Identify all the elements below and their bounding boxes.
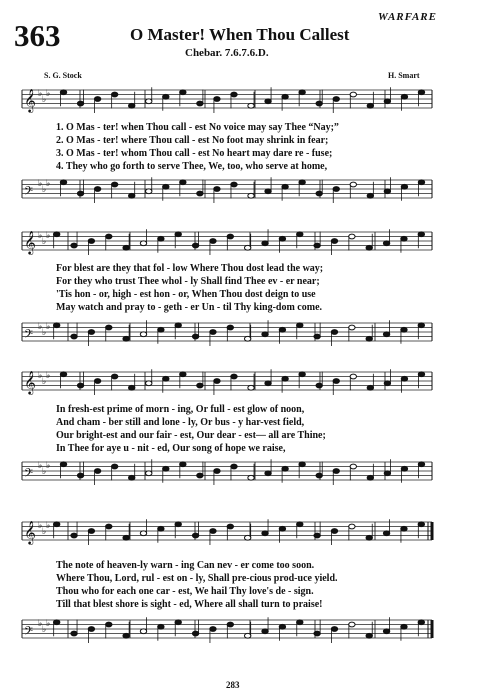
note-head	[214, 187, 220, 192]
note-head	[227, 622, 233, 627]
note-head	[262, 332, 268, 337]
note-head	[227, 524, 233, 529]
treble-clef-icon: 𝄞	[24, 370, 36, 394]
note-head	[349, 622, 355, 627]
note-head	[192, 631, 198, 636]
note-head	[248, 103, 254, 108]
flat-icon: ♭	[46, 179, 51, 189]
note-head	[297, 522, 303, 527]
author-credit: S. G. Stock	[44, 71, 82, 80]
bass-clef-icon: 𝄢	[24, 467, 34, 483]
note-head	[418, 232, 424, 237]
note-head	[210, 239, 216, 244]
lyric-line: Our bright-est and our fair - est, Our dear - est— all are Thine;	[56, 430, 326, 441]
lyric-line: 1. O Mas - ter! when Thou call - est No voice may say Thee “Nay;”	[56, 122, 339, 133]
note-head	[146, 471, 152, 476]
note-head	[146, 189, 152, 194]
note-head	[367, 193, 373, 198]
note-head	[106, 524, 112, 529]
note-head	[297, 620, 303, 625]
note-head	[401, 327, 407, 332]
flat-icon: ♭	[42, 527, 47, 537]
note-head	[384, 99, 390, 104]
note-head	[367, 385, 373, 390]
note-head	[88, 627, 94, 632]
treble-clef-icon: 𝄞	[24, 230, 36, 254]
note-head	[331, 239, 337, 244]
note-head	[88, 529, 94, 534]
flat-icon: ♭	[38, 521, 43, 531]
note-head	[401, 184, 407, 189]
note-head	[349, 234, 355, 239]
note-head	[77, 101, 83, 106]
note-head	[53, 522, 59, 527]
lyric-line: 'Tis hon - or, high - est hon - or, When Thou dost deign to use	[56, 289, 316, 300]
flat-icon: ♭	[46, 521, 51, 531]
hymn-number: 363	[14, 18, 61, 53]
note-head	[314, 334, 320, 339]
note-head	[111, 92, 117, 97]
note-head	[316, 383, 322, 388]
note-head	[158, 327, 164, 332]
note-head	[265, 99, 271, 104]
note-head	[265, 471, 271, 476]
note-head	[210, 627, 216, 632]
composer-credit: H. Smart	[388, 71, 420, 80]
music-system-4-bass	[0, 610, 480, 660]
note-head	[248, 193, 254, 198]
lyric-line: Till that blest shore is sight - ed, Where all shall turn to praise!	[56, 599, 323, 610]
note-head	[297, 232, 303, 237]
lyric-line: 4. They who go forth to serve Thee, We, too, who serve at home,	[56, 161, 328, 172]
note-head	[297, 323, 303, 328]
note-head	[140, 629, 146, 634]
flat-icon: ♭	[38, 619, 43, 629]
note-head	[123, 336, 129, 341]
note-head	[111, 374, 117, 379]
note-head	[383, 629, 389, 634]
note-head	[366, 336, 372, 341]
note-head	[60, 462, 66, 467]
note-head	[366, 535, 372, 540]
flat-icon: ♭	[42, 95, 47, 105]
note-head	[163, 466, 169, 471]
note-head	[279, 327, 285, 332]
flat-icon: ♭	[42, 467, 47, 477]
flat-icon: ♭	[38, 461, 43, 471]
note-head	[418, 620, 424, 625]
note-head	[88, 239, 94, 244]
note-head	[210, 529, 216, 534]
note-head	[366, 245, 372, 250]
note-head	[227, 325, 233, 330]
note-head	[60, 180, 66, 185]
note-head	[180, 180, 186, 185]
music-system-1-bass	[0, 170, 480, 220]
note-head	[53, 232, 59, 237]
note-head	[299, 372, 305, 377]
note-head	[299, 462, 305, 467]
note-head	[94, 187, 100, 192]
note-head	[140, 531, 146, 536]
lyric-line: 2. O Mas - ter! where Thou call - est No foot may shrink in fear;	[56, 135, 329, 146]
note-head	[401, 236, 407, 241]
note-head	[282, 466, 288, 471]
note-head	[71, 334, 77, 339]
note-head	[123, 535, 129, 540]
note-head	[192, 334, 198, 339]
lyric-line: 3. O Mas - ter! whom Thou call - est No heart may dare re - fuse;	[56, 148, 333, 159]
note-head	[53, 620, 59, 625]
lyrics-block-3	[56, 403, 430, 455]
flat-icon: ♭	[46, 619, 51, 629]
note-head	[384, 381, 390, 386]
note-head	[401, 526, 407, 531]
note-head	[384, 471, 390, 476]
note-head	[77, 383, 83, 388]
note-head	[163, 184, 169, 189]
page-number: 283	[226, 680, 240, 690]
note-head	[106, 325, 112, 330]
note-head	[210, 330, 216, 335]
flat-icon: ♭	[42, 328, 47, 338]
lyric-line: For blest are they that fol - low Where Thou dost lead the way;	[56, 263, 324, 274]
treble-clef-icon: 𝄞	[24, 520, 36, 544]
note-head	[314, 243, 320, 248]
flat-icon: ♭	[38, 231, 43, 241]
note-head	[60, 90, 66, 95]
note-head	[383, 332, 389, 337]
note-head	[146, 99, 152, 104]
note-head	[106, 234, 112, 239]
note-head	[227, 234, 233, 239]
note-head	[248, 475, 254, 480]
flat-icon: ♭	[46, 371, 51, 381]
flat-icon: ♭	[38, 89, 43, 99]
note-head	[244, 336, 250, 341]
note-head	[77, 473, 83, 478]
note-head	[418, 462, 424, 467]
note-head	[279, 624, 285, 629]
note-head	[175, 323, 181, 328]
note-head	[53, 323, 59, 328]
tune-name-meter: Chebar. 7.6.7.6.D.	[185, 47, 269, 59]
note-head	[244, 633, 250, 638]
note-head	[401, 94, 407, 99]
lyrics-block-2	[56, 262, 430, 314]
note-head	[106, 622, 112, 627]
note-head	[197, 473, 203, 478]
treble-clef-icon: 𝄞	[24, 88, 36, 112]
note-head	[349, 524, 355, 529]
note-head	[192, 243, 198, 248]
lyric-line: In fresh-est prime of morn - ing, Or full - est glow of noon,	[56, 404, 305, 415]
note-head	[331, 627, 337, 632]
music-system-4	[0, 512, 480, 562]
note-head	[384, 189, 390, 194]
note-head	[333, 187, 339, 192]
note-head	[418, 372, 424, 377]
note-head	[350, 464, 356, 469]
note-head	[265, 189, 271, 194]
note-head	[214, 469, 220, 474]
note-head	[175, 232, 181, 237]
note-head	[262, 531, 268, 536]
note-head	[129, 103, 135, 108]
note-head	[282, 94, 288, 99]
bass-clef-icon: 𝄢	[24, 328, 34, 344]
flat-icon: ♭	[42, 377, 47, 387]
music-system-3-bass	[0, 452, 480, 502]
note-head	[262, 629, 268, 634]
note-head	[71, 533, 77, 538]
lyric-line: Where Thou, Lord, rul - est on - ly, Shall pre-cious prod-uce yield.	[56, 573, 338, 584]
note-head	[350, 182, 356, 187]
note-head	[401, 466, 407, 471]
note-head	[158, 526, 164, 531]
note-head	[333, 379, 339, 384]
note-head	[214, 379, 220, 384]
note-head	[111, 464, 117, 469]
note-head	[214, 97, 220, 102]
note-head	[158, 236, 164, 241]
note-head	[349, 325, 355, 330]
note-head	[333, 469, 339, 474]
note-head	[163, 376, 169, 381]
note-head	[77, 191, 83, 196]
note-head	[180, 372, 186, 377]
note-head	[197, 383, 203, 388]
note-head	[192, 533, 198, 538]
note-head	[158, 624, 164, 629]
lyric-line: And cham - ber still and lone - ly, Or bus - y har-vest field,	[56, 417, 305, 428]
note-head	[231, 374, 237, 379]
lyric-line: For they who trust Thee whol - ly Shall find Thee ev - er near;	[56, 276, 320, 287]
flat-icon: ♭	[46, 89, 51, 99]
note-head	[314, 631, 320, 636]
flat-icon: ♭	[42, 185, 47, 195]
note-head	[350, 92, 356, 97]
note-head	[418, 180, 424, 185]
note-head	[175, 620, 181, 625]
note-head	[231, 182, 237, 187]
note-head	[163, 94, 169, 99]
note-head	[71, 631, 77, 636]
note-head	[94, 469, 100, 474]
note-head	[367, 103, 373, 108]
lyric-line: Thou who for each one car - est, We hail Thy love's de - sign.	[56, 586, 314, 597]
note-head	[316, 191, 322, 196]
note-head	[401, 376, 407, 381]
flat-icon: ♭	[42, 237, 47, 247]
note-head	[299, 90, 305, 95]
note-head	[71, 243, 77, 248]
note-head	[244, 535, 250, 540]
note-head	[197, 101, 203, 106]
note-head	[111, 182, 117, 187]
note-head	[180, 462, 186, 467]
note-head	[316, 473, 322, 478]
note-head	[231, 464, 237, 469]
lyrics-block-4	[56, 559, 430, 611]
note-head	[383, 531, 389, 536]
note-head	[350, 374, 356, 379]
lyrics-block-1	[56, 121, 430, 173]
note-head	[248, 385, 254, 390]
note-head	[316, 101, 322, 106]
note-head	[94, 379, 100, 384]
note-head	[401, 624, 407, 629]
note-head	[140, 332, 146, 337]
note-head	[123, 245, 129, 250]
note-head	[94, 97, 100, 102]
note-head	[418, 90, 424, 95]
music-system-2-bass	[0, 313, 480, 363]
note-head	[129, 193, 135, 198]
bass-clef-icon: 𝄢	[24, 625, 34, 641]
note-head	[282, 184, 288, 189]
bass-clef-icon: 𝄢	[24, 185, 34, 201]
flat-icon: ♭	[42, 625, 47, 635]
flat-icon: ♭	[38, 179, 43, 189]
note-head	[367, 475, 373, 480]
note-head	[129, 475, 135, 480]
note-head	[279, 526, 285, 531]
note-head	[331, 529, 337, 534]
note-head	[129, 385, 135, 390]
note-head	[60, 372, 66, 377]
note-head	[146, 381, 152, 386]
lyric-line: May watch and pray to - geth - er Un - til Thy king-dom come.	[56, 302, 323, 313]
note-head	[262, 241, 268, 246]
note-head	[265, 381, 271, 386]
category-heading: WARFARE	[378, 11, 437, 23]
note-head	[244, 245, 250, 250]
note-head	[314, 533, 320, 538]
note-head	[418, 522, 424, 527]
note-head	[197, 191, 203, 196]
flat-icon: ♭	[46, 231, 51, 241]
note-head	[231, 92, 237, 97]
note-head	[331, 330, 337, 335]
note-head	[383, 241, 389, 246]
note-head	[175, 522, 181, 527]
flat-icon: ♭	[46, 322, 51, 332]
note-head	[299, 180, 305, 185]
note-head	[366, 633, 372, 638]
note-head	[123, 633, 129, 638]
hymn-title: O Master! When Thou Callest	[130, 25, 350, 44]
note-head	[180, 90, 186, 95]
lyric-line: The note of heaven-ly warn - ing Can nev - er come too soon.	[56, 560, 315, 571]
note-head	[279, 236, 285, 241]
lyric-line: In Thee for aye u - nit - ed, Our song of hope we raise,	[56, 443, 286, 454]
note-head	[140, 241, 146, 246]
note-head	[418, 323, 424, 328]
note-head	[88, 330, 94, 335]
note-head	[282, 376, 288, 381]
note-head	[333, 97, 339, 102]
flat-icon: ♭	[46, 461, 51, 471]
flat-icon: ♭	[38, 322, 43, 332]
flat-icon: ♭	[38, 371, 43, 381]
